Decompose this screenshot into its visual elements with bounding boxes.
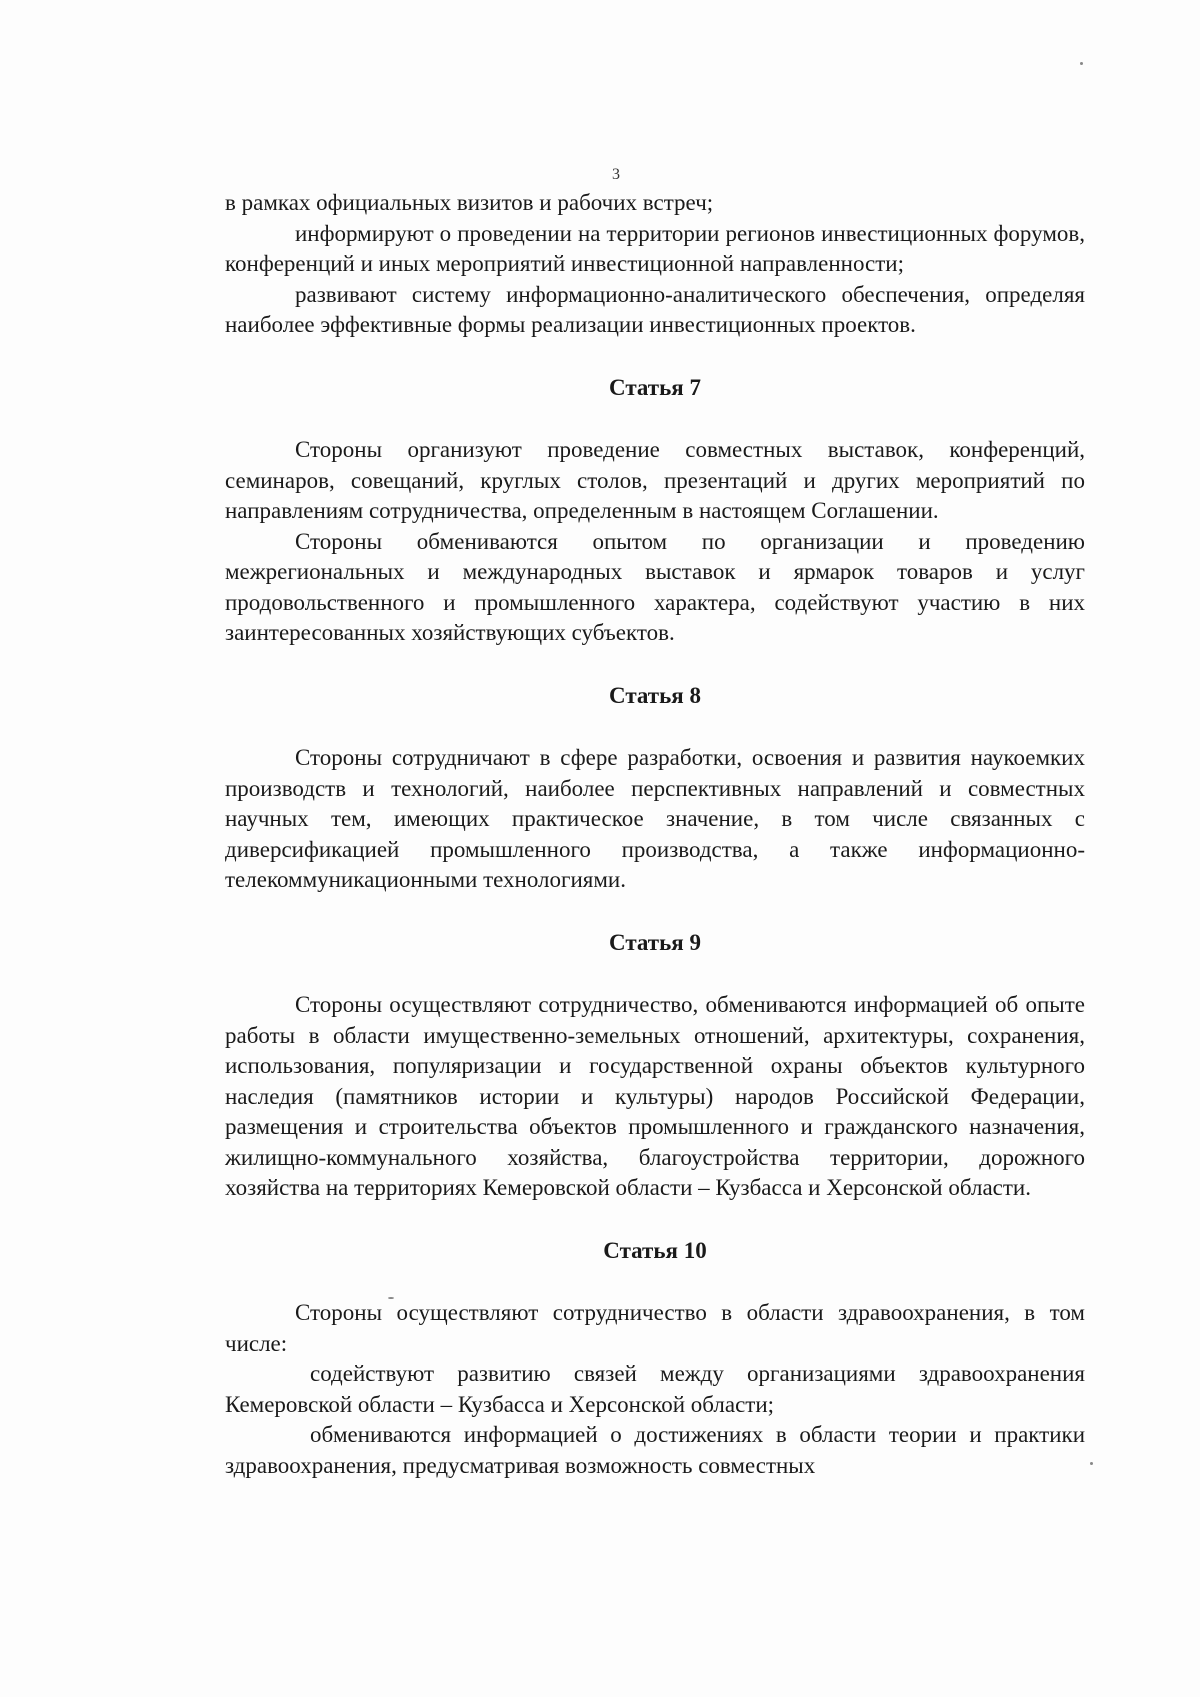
paragraph: развивают систему информационно-аналитического обеспечения, определяя наиболее эффективные формы реализации инвестиционных проектов.: [225, 281, 1085, 337]
paragraph: Стороны осуществляют сотрудничество в области здравоохранения, в том числе:: [225, 1300, 1085, 1356]
spacer: [225, 896, 1085, 928]
paragraph: Стороны сотрудничают в сфере разработки, освоения и развития наукоемких производств и технологий, наиболее перспективных направлений и совместных научных тем, имеющих практическое значение, в том числе связанных с диверсификацией промышленного производства, а также информационно-телекоммуникационными технологиями.: [225, 745, 1085, 892]
spacer: [225, 1266, 1085, 1298]
paragraph: Стороны организуют проведение совместных выставок, конференций, семинаров, совещаний, круглых столов, презентаций и других мероприятий по направлениям сотрудничества, определенным в настоящем Соглашении.: [225, 437, 1085, 523]
document-body: [225, 188, 1085, 1481]
article-heading: Статья 9: [609, 929, 701, 955]
article-heading: Статья 10: [603, 1237, 707, 1263]
spacer: [225, 403, 1085, 435]
paragraph: информируют о проведении на территории регионов инвестиционных форумов, конференций и иных мероприятий инвестиционной направленности;: [225, 220, 1085, 276]
paragraph: обмениваются информацией о достижениях в области теории и практики здравоохранения, предусматривая возможность совместных: [225, 1422, 1085, 1478]
spacer: [225, 649, 1085, 681]
spacer: [225, 958, 1085, 990]
article-heading: Статья 8: [609, 682, 701, 708]
spacer: [225, 1204, 1085, 1236]
paragraph: Стороны обмениваются опытом по организации и проведению межрегиональных и международных выставок и ярмарок товаров и услуг продовольственного и промышленного характера, содействуют участию в них заинтересованных хозяйствующих субъектов.: [225, 528, 1085, 645]
paragraph: в рамках официальных визитов и рабочих встреч;: [225, 190, 714, 215]
page-number: 3: [612, 166, 620, 183]
spacer: [225, 341, 1085, 373]
paragraph: Стороны осуществляют сотрудничество, обмениваются информацией об опыте работы в области имущественно-земельных отношений, архитектуры, сохранения, использования, популяризации и государственной охраны объектов культурного наследия (памятников истории и культуры) народов Российской Федерации, размещения и строительства объектов промышленного и гражданского назначения, жилищно-коммунального хозяйства, благоустройства территории, дорожного хозяйства на территориях Кемеровской области – Кузбасса и Херсонской области.: [225, 992, 1085, 1200]
scan-speck: [388, 1297, 394, 1299]
scan-speck: [1090, 1462, 1093, 1465]
paragraph: содействуют развитию связей между организациями здравоохранения Кемеровской области – Кузбасса и Херсонской области;: [225, 1361, 1085, 1417]
scan-speck: [1080, 62, 1083, 65]
article-heading: Статья 7: [609, 374, 701, 400]
spacer: [225, 711, 1085, 743]
